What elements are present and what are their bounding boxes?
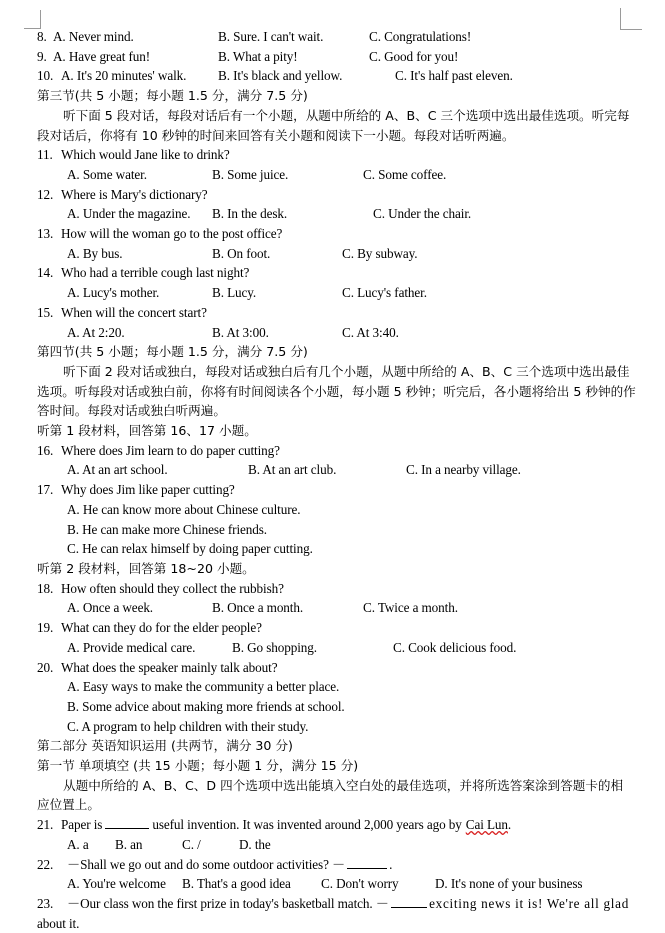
section-4-heading: 第四节(共 5 小题；每小题 1.5 分，满分 7.5 分) [37, 344, 308, 360]
option-a-10[interactable]: A. It's 20 minutes' walk. [61, 68, 187, 84]
option-b-13[interactable]: B. On foot. [212, 245, 271, 261]
question-number-20: 20. [37, 659, 54, 675]
section-3-heading: 第三节(共 5 小题；每小题 1.5 分，满分 7.5 分) [37, 88, 308, 104]
question-text-20: What does the speaker mainly talk about? [61, 659, 278, 675]
option-c-20[interactable]: C. A program to help children with their study. [67, 718, 309, 734]
answer-blank-21[interactable] [105, 815, 149, 829]
option-a-19[interactable]: A. Provide medical care. [67, 639, 196, 655]
option-c-17[interactable]: C. He can relax himself by doing paper cutting. [67, 541, 313, 557]
option-a-21[interactable]: A. a [67, 836, 89, 852]
option-a-9[interactable]: A. Have great fun! [53, 48, 151, 64]
option-c-12[interactable]: C. Under the chair. [373, 206, 472, 222]
answer-blank-23[interactable] [391, 894, 427, 908]
option-row-21 [37, 835, 629, 855]
option-a-11[interactable]: A. Some water. [67, 166, 147, 182]
question-row-10 [37, 66, 629, 86]
option-c-11[interactable]: C. Some coffee. [363, 166, 447, 182]
option-row-19 [37, 638, 629, 658]
option-a-22[interactable]: A. You're welcome [67, 876, 166, 892]
option-b-8[interactable]: B. Sure. I can't wait. [218, 29, 324, 44]
option-d-22[interactable]: D. It's none of your business [435, 876, 583, 892]
question-text-22-after: . [389, 856, 393, 872]
question-text-15: When will the concert start? [61, 304, 207, 320]
option-d-21[interactable]: D. the [239, 836, 271, 852]
question-stem-row-12 [37, 185, 629, 205]
option-b-12[interactable]: B. In the desk. [212, 206, 288, 222]
question-text-21-before: Paper is [61, 817, 103, 833]
answer-blank-22[interactable] [347, 855, 387, 869]
question-row-8 [37, 27, 629, 47]
question-text-18: How often should they collect the rubbish? [61, 580, 284, 596]
option-row-11 [37, 165, 629, 185]
option-c-16[interactable]: C. In a nearby village. [406, 462, 521, 478]
option-b-15[interactable]: B. At 3:00. [212, 324, 269, 340]
question-number-16: 16. [37, 442, 54, 458]
section-4-instruction-line-1: 听下面 2 段对话或独白，每段对话或独白后有几个小题，从题中所给的 A、B、C 三个选项中选出最佳 [63, 363, 630, 379]
option-c-21[interactable]: C. / [182, 836, 201, 852]
option-a-18[interactable]: A. Once a week. [67, 600, 154, 616]
question-text-21-after: useful invention. It was invented around 2,000 years ago by [152, 817, 462, 833]
question-number-13: 13. [37, 226, 54, 242]
question-text-14: Who had a terrible cough last night? [61, 265, 250, 281]
option-a-15[interactable]: A. At 2:20. [67, 324, 125, 340]
option-b-19[interactable]: B. Go shopping. [232, 639, 317, 655]
option-a-16[interactable]: A. At an art school. [67, 462, 168, 478]
part-2-heading: 第二部分 英语知识运用 (共两节，满分 30 分) [37, 738, 293, 754]
question-stem-row-19 [37, 618, 629, 638]
option-c-15[interactable]: C. At 3:40. [342, 324, 399, 340]
question-text-21-end: . [507, 817, 512, 833]
option-row-18 [37, 598, 629, 618]
question-text-16: Where does Jim learn to do paper cutting? [61, 442, 280, 458]
option-c-14[interactable]: C. Lucy's father. [342, 285, 427, 301]
question-number-14: 14. [37, 265, 54, 281]
section-3-instruction-line-1: 听下面 5 段对话，每段对话后有一个小题，从题中所给的 A、B、C 三个选项中选出最佳选项。听完每 [63, 107, 630, 123]
question-row-9 [37, 47, 629, 67]
material-2-note: 听第 2 段材料，回答第 18~20 小题。 [37, 560, 255, 576]
question-stem-row-22 [37, 855, 629, 875]
question-text-13: How will the woman go to the post office? [61, 226, 283, 242]
option-row-16 [37, 460, 629, 480]
question-number-9: 9. [37, 48, 47, 64]
option-row-12 [37, 204, 629, 224]
question-stem-row-17 [37, 480, 629, 500]
question-number-12: 12. [37, 186, 54, 202]
option-b-14[interactable]: B. Lucy. [212, 285, 257, 301]
material-1-note: 听第 1 段材料，回答第 16、17 小题。 [37, 423, 257, 439]
question-number-15: 15. [37, 304, 54, 320]
option-a-20[interactable]: A. Easy ways to make the community a better place. [67, 679, 340, 695]
question-number-23: 23. [37, 895, 54, 911]
option-b-11[interactable]: B. Some juice. [212, 166, 289, 182]
part-2-subheading: 第一节 单项填空 (共 15 小题；每小题 1 分，满分 15 分) [37, 758, 359, 774]
option-row-14 [37, 283, 629, 303]
option-a-8[interactable]: A. Never mind. [53, 29, 134, 44]
option-b-17[interactable]: B. He can make more Chinese friends. [67, 521, 268, 537]
option-c-8[interactable]: C. Congratulations! [369, 29, 472, 44]
question-stem-row-15 [37, 303, 629, 323]
option-b-16[interactable]: B. At an art club. [248, 462, 337, 478]
option-row-15 [37, 323, 629, 343]
section-4-instruction-line-3: 答时间。每段对话或独白听两遍。 [37, 403, 226, 419]
option-b-9[interactable]: B. What a pity! [218, 48, 298, 64]
question-number-8: 8. [37, 29, 47, 44]
question-text-23-before: －Our class won the first prize in today's basketball match. － [67, 895, 389, 911]
option-b-22[interactable]: B. That's a good idea [182, 876, 291, 892]
section-4-instruction-line-2: 选项。听每段对话或独白前，你将有时间阅读各个小题，每小题 5 秒钟；听完后，各小题将给出 5 秒钟的作 [37, 383, 636, 399]
option-a-13[interactable]: A. By bus. [67, 245, 123, 261]
question-text-23-after: exciting news it is! We're all glad [429, 895, 629, 911]
question-text-12: Where is Mary's dictionary? [61, 186, 208, 202]
misspelled-word-cai-lun: Cai Lun [465, 817, 508, 833]
question-text-17: Why does Jim like paper cutting? [61, 482, 235, 498]
question-stem-row-23 [37, 894, 629, 914]
option-b-10[interactable]: B. It's black and yellow. [218, 68, 343, 84]
question-stem-row-11 [37, 145, 629, 165]
question-stem-row-14 [37, 263, 629, 283]
question-stem-row-20 [37, 658, 629, 678]
option-a-12[interactable]: A. Under the magazine. [67, 206, 191, 222]
option-a-14[interactable]: A. Lucy's mother. [67, 285, 160, 301]
question-stem-row-13 [37, 224, 629, 244]
question-text-22-before: －Shall we go out and do some outdoor activities? － [67, 856, 346, 872]
question-number-10: 10. [37, 68, 54, 84]
option-b-20[interactable]: B. Some advice about making more friends at school. [67, 698, 345, 714]
part-2-instruction-line-1: 从题中所给的 A、B、C、D 四个选项中选出能填入空白处的最佳选项，并将所选答案涂到答题卡的相 [63, 777, 624, 793]
option-c-13[interactable]: C. By subway. [342, 245, 418, 261]
question-text-11: Which would Jane like to drink? [61, 147, 230, 163]
question-number-11: 11. [37, 147, 53, 163]
option-c-10[interactable]: C. It's half past eleven. [395, 68, 513, 84]
question-number-22: 22. [37, 856, 54, 872]
question-text-19: What can they do for the elder people? [61, 620, 262, 636]
option-row-13 [37, 244, 629, 264]
question-stem-row-21 [37, 815, 629, 835]
option-c-22[interactable]: C. Don't worry [321, 876, 399, 892]
section-3-instruction-line-2: 段对话后，你将有 10 秒钟的时间来回答有关小题和阅读下一小题。每段对话听两遍。 [37, 127, 515, 143]
question-number-21: 21. [37, 817, 54, 833]
question-number-18: 18. [37, 580, 54, 596]
question-stem-row-16 [37, 441, 629, 461]
option-row-22 [37, 874, 629, 894]
question-text-23-line-2: about it. [37, 915, 80, 931]
question-number-17: 17. [37, 482, 54, 498]
option-c-9[interactable]: C. Good for you! [369, 48, 459, 64]
option-c-19[interactable]: C. Cook delicious food. [393, 639, 517, 655]
question-stem-row-18 [37, 579, 629, 599]
option-a-17[interactable]: A. He can know more about Chinese culture. [67, 501, 301, 517]
option-b-21[interactable]: B. an [115, 836, 143, 852]
option-c-18[interactable]: C. Twice a month. [363, 600, 458, 616]
part-2-instruction-line-2: 应位置上。 [37, 797, 100, 813]
question-number-19: 19. [37, 620, 54, 636]
option-b-18[interactable]: B. Once a month. [212, 600, 304, 616]
exam-page-body [37, 27, 636, 933]
